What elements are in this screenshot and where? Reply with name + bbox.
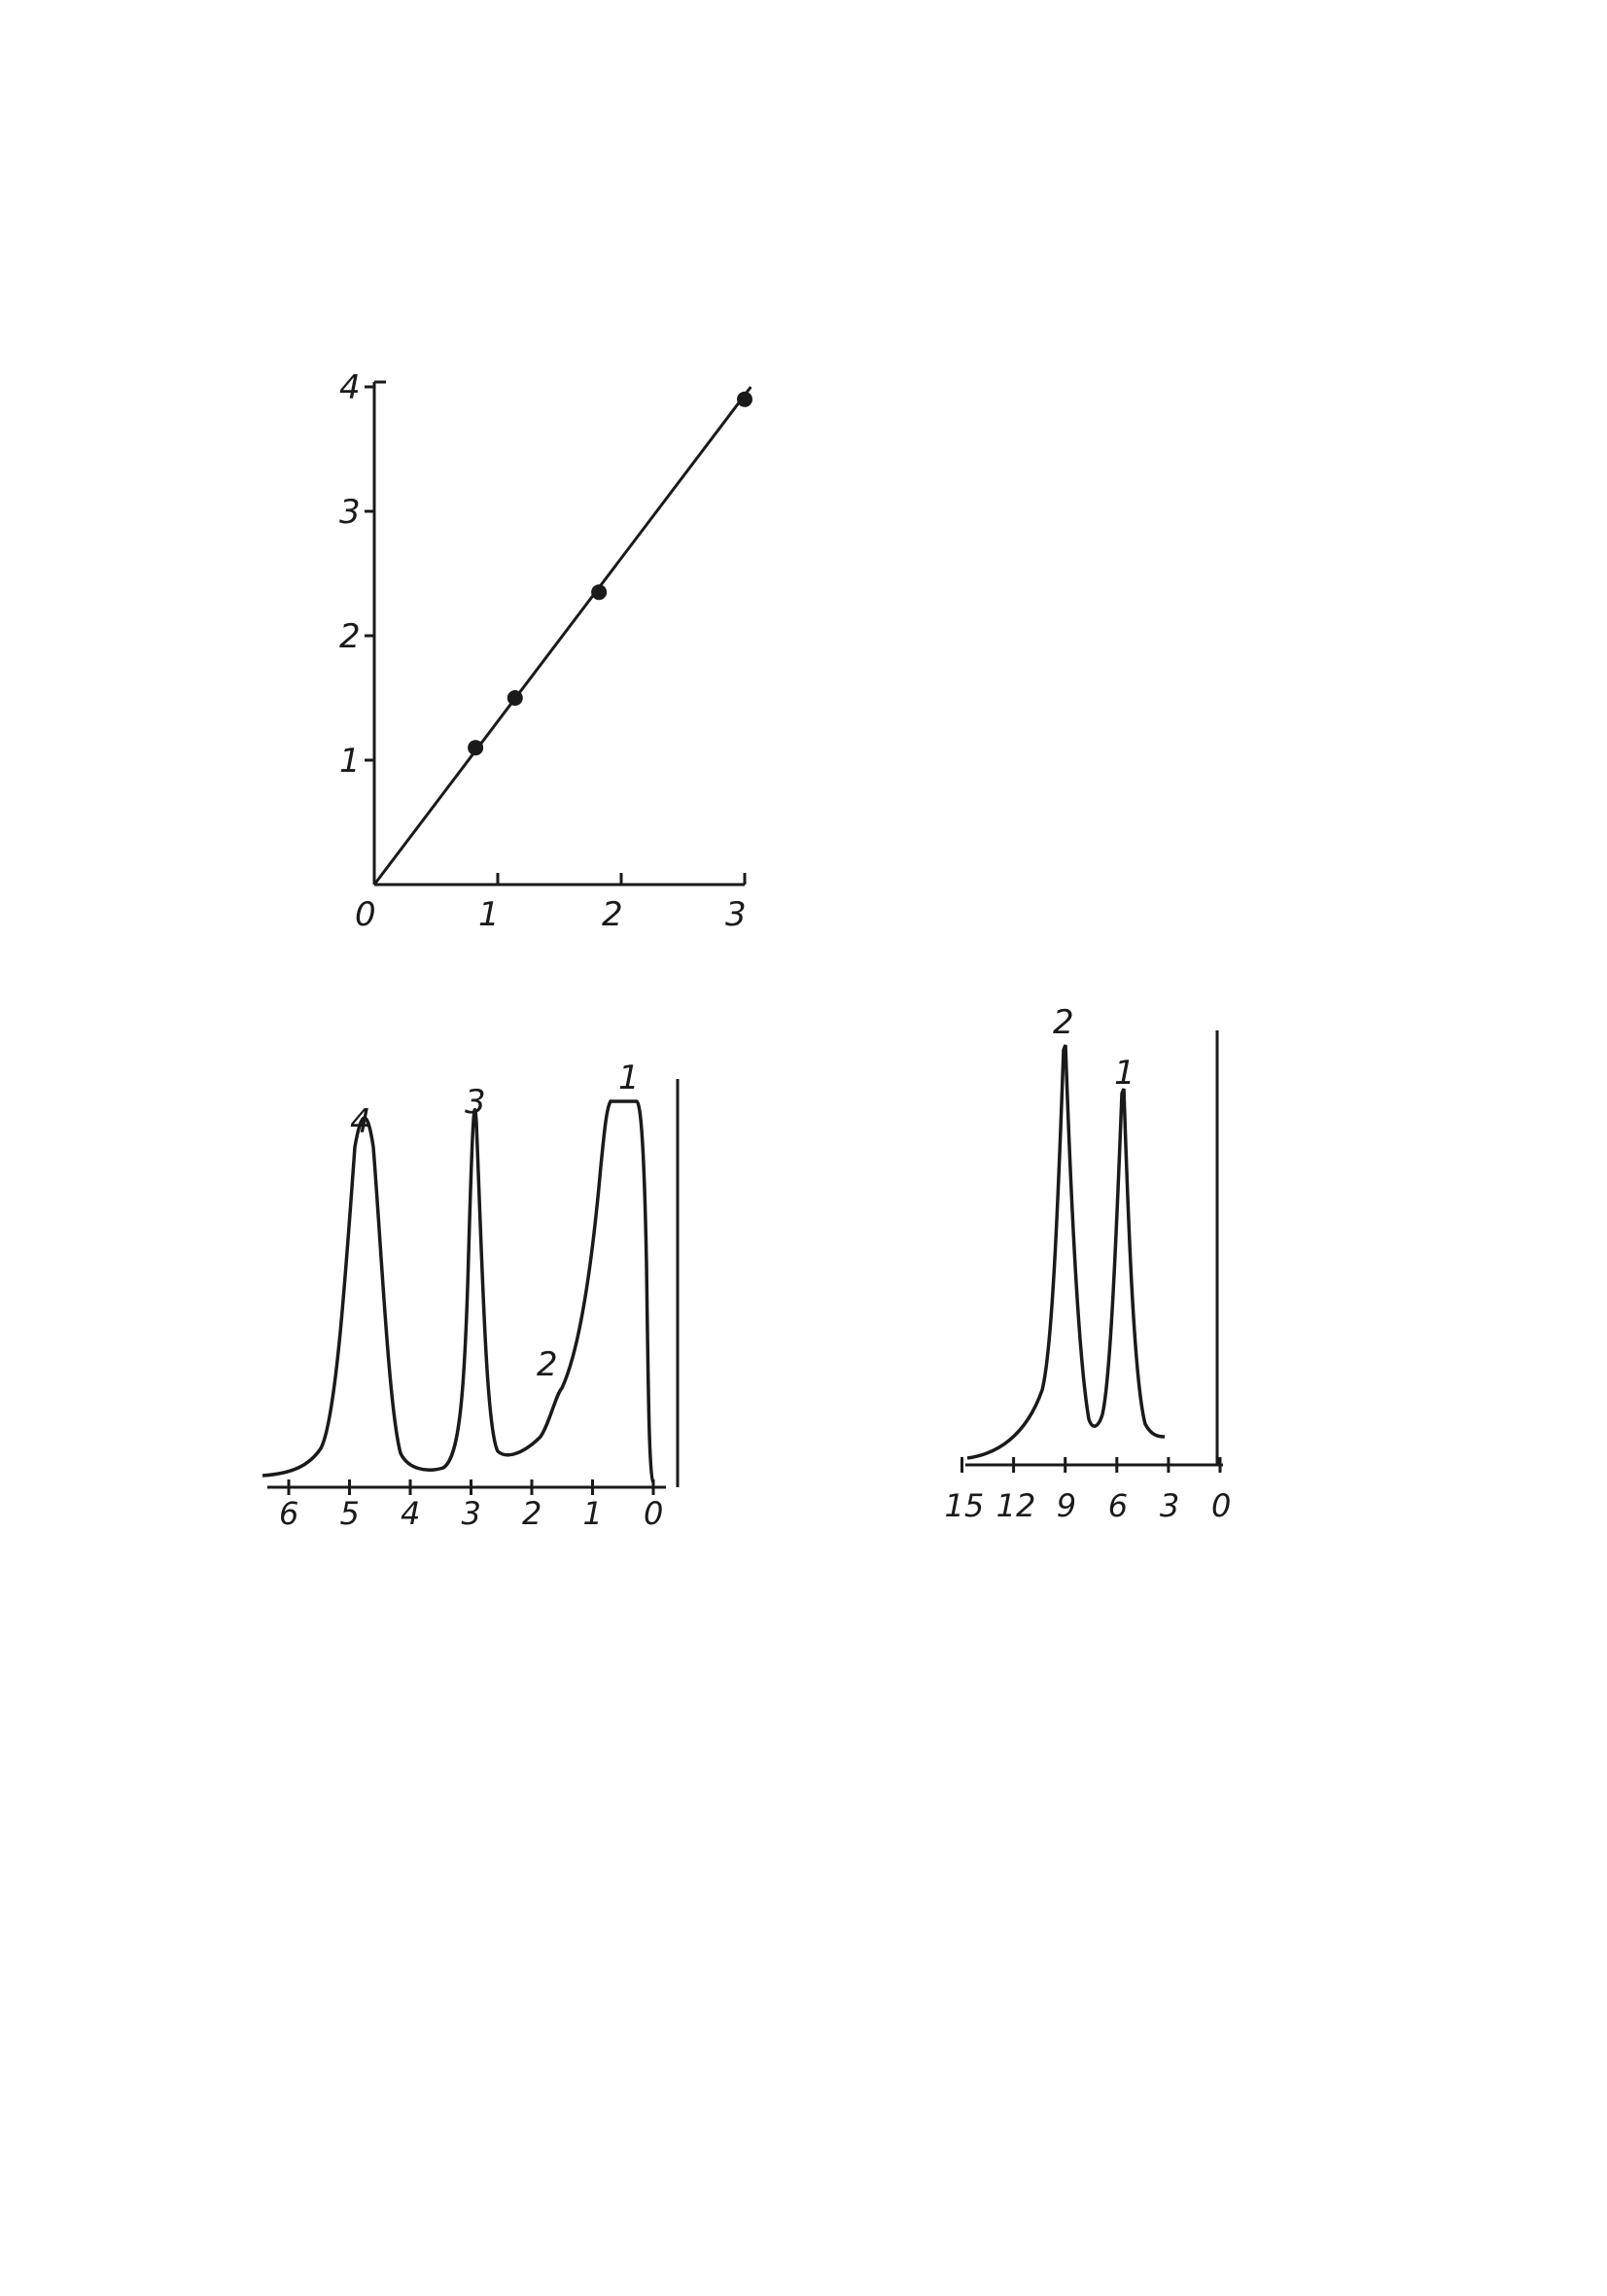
fig3-x-tick-label: 0	[355, 895, 376, 934]
fig5-x-tick-label: 3	[1159, 1487, 1180, 1524]
fig5-peak-label: 2	[1053, 1003, 1074, 1042]
fig5-x-tick-label: 0	[1211, 1487, 1232, 1524]
fig4-x-tick-label: 6	[279, 1495, 299, 1532]
fig3-y-tick-label: 3	[339, 493, 361, 532]
fig3-x-tick-label: 1	[478, 895, 500, 934]
fig5-axes	[962, 1030, 1224, 1473]
fig4-peak-label: 4	[350, 1102, 371, 1141]
fig4-peak-label: 2	[537, 1345, 558, 1384]
fig3-y-tick-label: 4	[339, 368, 361, 407]
fig4-x-tick-label: 0	[644, 1495, 664, 1532]
fig3-x-tick-label: 2	[602, 895, 623, 934]
fig5-tick-labels	[945, 1487, 1232, 1524]
fig5-x-tick-label: 9	[1056, 1487, 1077, 1524]
fig4-x-tick-label: 3	[461, 1495, 481, 1532]
fig5-x-tick-label: 12	[996, 1487, 1036, 1524]
fig3-y-tick-label: 1	[339, 742, 361, 781]
fig5-peak-label: 1	[1114, 1054, 1135, 1093]
fig4-x-tick-label: 1	[582, 1495, 603, 1532]
fig4-x-tick-label: 2	[522, 1495, 542, 1532]
fig3-y-tick-label: 2	[339, 617, 361, 656]
fig5-chromatogram-curve	[967, 1045, 1165, 1458]
figure5-caption-block	[846, 1575, 1390, 1581]
fig5-x-tick-label: 6	[1107, 1487, 1129, 1524]
fig3-x-tick-label: 3	[725, 895, 747, 934]
fig5-x-tick-label: 15	[944, 1487, 985, 1524]
fig4-peak-label: 3	[465, 1083, 486, 1122]
fig4-peak-label: 1	[618, 1059, 640, 1097]
fig4-x-tick-label: 5	[339, 1495, 360, 1532]
text-block-bottom	[233, 1826, 1356, 1835]
fig4-x-tick-label: 4	[401, 1495, 421, 1532]
